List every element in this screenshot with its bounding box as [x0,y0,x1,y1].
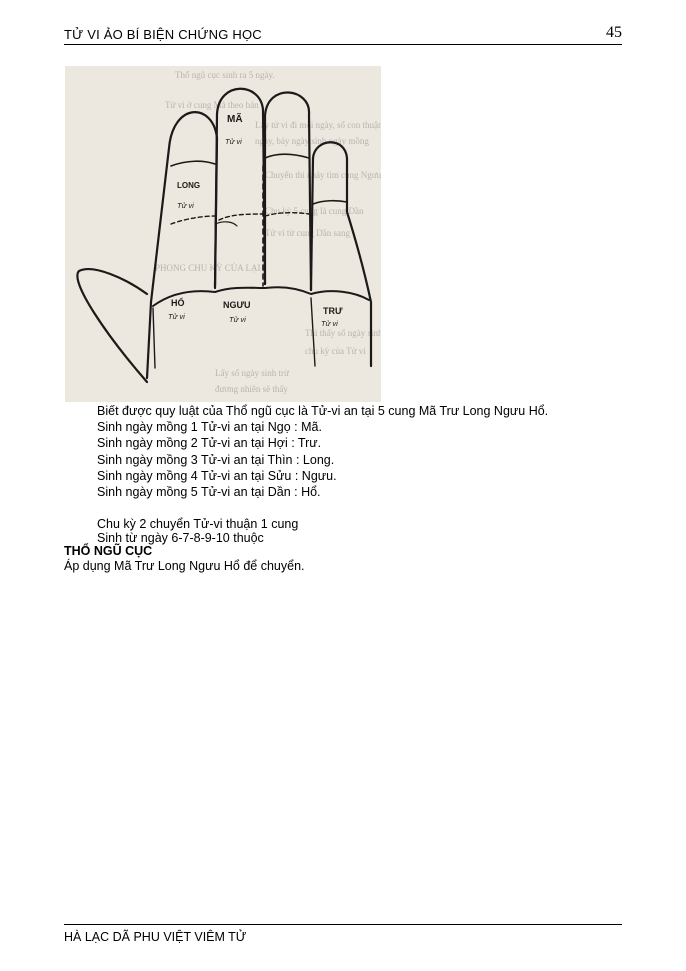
cycle-line: Sinh từ ngày 6-7-8-9-10 thuộc [97,531,264,546]
svg-text:Tử vi ở cung Mã theo bản: Tử vi ở cung Mã theo bản [165,100,259,110]
label-nguu-tuvi: Tử vi [229,315,246,324]
svg-text:ngày, bảy ngày sinh ngày mồng: ngày, bảy ngày sinh ngày mồng [255,136,369,146]
header-title: TỬ VI ẢO BÍ BIỆN CHỨNG HỌC [64,27,262,42]
label-tru-tuvi: Tử vi [321,319,338,328]
svg-text:Lấy tử vi đi mỗi ngày, số con: Lấy tử vi đi mỗi ngày, số con thuận [255,120,381,130]
svg-text:Lấy số ngày sinh trừ: Lấy số ngày sinh trừ [215,368,289,378]
hand-diagram [65,66,381,402]
label-long-tuvi: Tử vi [177,201,194,210]
label-ma: MÃ [227,114,243,125]
label-nguu: NGƯU [223,300,251,310]
cycle-line: Chu kỳ 2 chuyển Tử-vi thuận 1 cung [97,517,299,532]
svg-text:Chu kỳ 5 cung là cung Dần: Chu kỳ 5 cung là cung Dần [265,206,364,216]
rule-line: Biết được quy luật của Thổ ngũ cục là Tử-vi an tại 5 cung Mã Trư Long Ngưu Hổ. [97,404,549,418]
svg-text:chu kỳ của Tử vi: chu kỳ của Tử vi [305,346,366,356]
svg-text:Thì thấy số ngày sinh: Thì thấy số ngày sinh [305,328,381,338]
page-header [64,24,622,45]
section-heading: THỔ NGŨ CỤC [64,544,153,559]
rule-line: Sinh ngày mồng 2 Tử-vi an tại Hợi : Trư. [97,436,322,451]
svg-text:đương nhiên sẽ thấy: đương nhiên sẽ thấy [215,384,288,394]
svg-text:PHONG CHU KỲ CỦA LẠI: PHONG CHU KỲ CỦA LẠI [155,263,261,273]
page-footer [64,924,622,944]
rule-line: Sinh ngày mồng 5 Tử-vi an tại Dần : Hổ. [97,485,321,500]
label-ho-tuvi: Tử vi [168,312,185,321]
label-long: LONG [177,181,201,190]
svg-text:Tử vi từ cung Dần sang: Tử vi từ cung Dần sang [265,228,350,238]
label-tru: TRƯ [323,306,343,316]
footer-text: HÀ LẠC DÃ PHU VIỆT VIÊM TỬ [64,930,247,944]
svg-text:Chuyển thì nhảy tìm cung Ngưu: Chuyển thì nhảy tìm cung Ngưu [265,170,381,180]
rule-line: Sinh ngày mồng 3 Tử-vi an tại Thìn : Long. [97,452,335,467]
page-number: 45 [606,24,622,41]
label-ho: HỔ [171,298,185,308]
label-ma-tuvi: Tử vi [225,137,242,146]
body-text [64,403,624,575]
svg-text:Thổ ngũ cục sinh ra 5 ngày.: Thổ ngũ cục sinh ra 5 ngày. [175,70,275,80]
rule-line: Sinh ngày mồng 1 Tử-vi an tại Ngọ : Mã. [97,420,322,435]
rule-line: Sinh ngày mồng 4 Tử-vi an tại Sửu : Ngưu. [97,468,337,483]
apply-line: Áp dụng Mã Trư Long Ngưu Hổ để chuyển. [64,559,305,574]
